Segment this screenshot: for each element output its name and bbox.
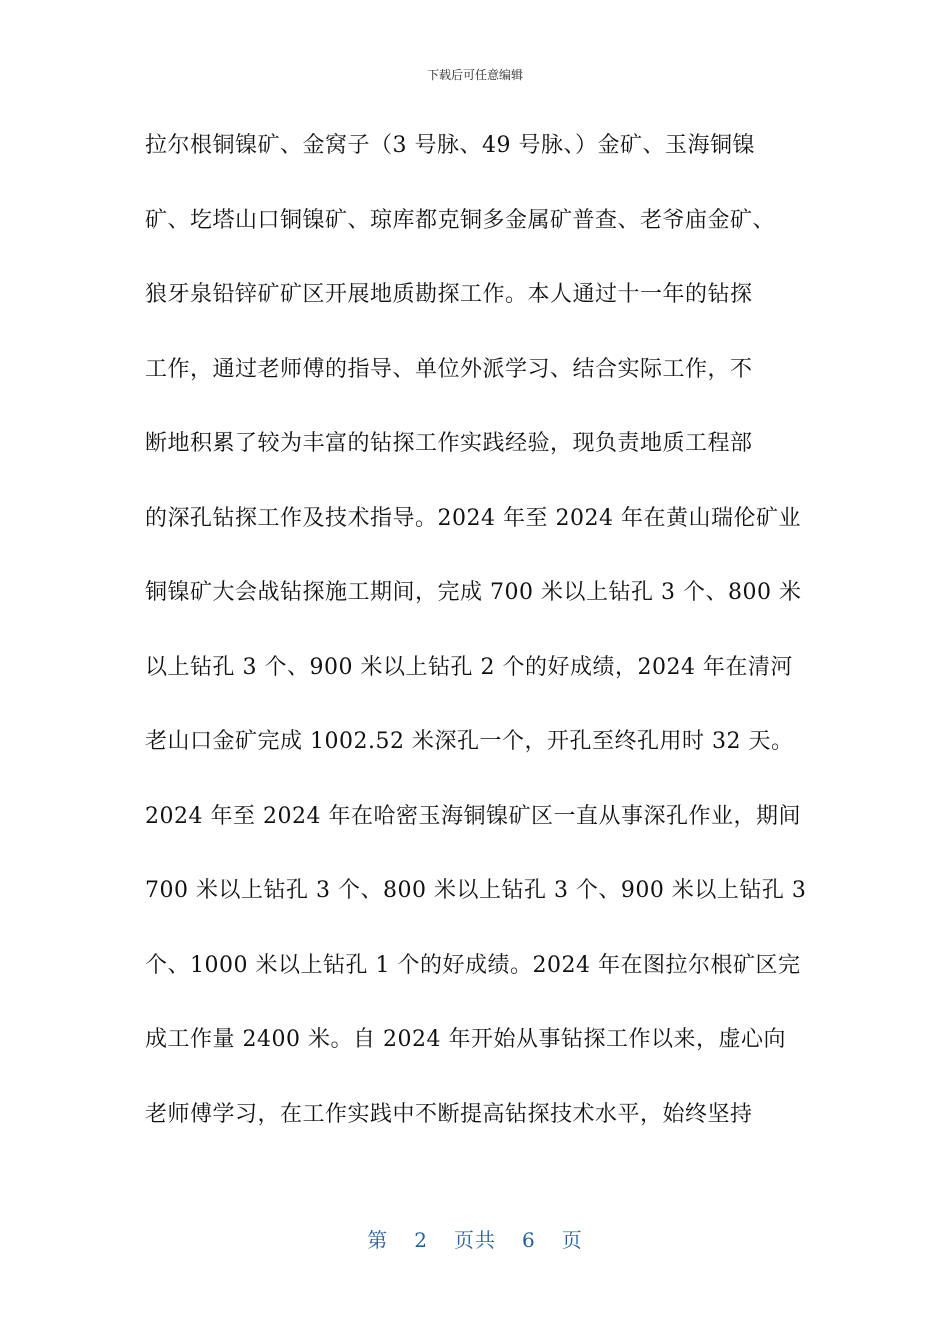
body-line: 断地积累了较为丰富的钻探工作实践经验，现负责地质工程部	[145, 431, 753, 456]
body-line: 2024 年至 2024 年在哈密玉海铜镍矿区一直从事深孔作业，期间	[145, 803, 801, 829]
body-line: 700 米以上钻孔 3 个、800 米以上钻孔 3 个、900 米以上钻孔 3	[145, 878, 807, 903]
body-line: 个、1000 米以上钻孔 1 个的好成绩。2024 年在图拉尔根矿区完	[145, 952, 801, 978]
body-line: 老山口金矿完成 1002.52 米深孔一个，开孔至终孔用时 32 天。	[145, 729, 794, 754]
body-line: 狼牙泉铅锌矿矿区开展地质勘探工作。本人通过十一年的钻探	[145, 282, 753, 307]
download-note: 下载后可任意编辑	[426, 68, 523, 82]
footer-middle: 页共	[454, 1228, 496, 1252]
footer-prefix: 第	[367, 1228, 389, 1252]
body-line: 的深孔钻探工作及技术指导。2024 年至 2024 年在黄山瑞伦矿业	[145, 505, 801, 531]
footer-suffix: 页	[561, 1228, 583, 1252]
body-line: 工作，通过老师傅的指导、单位外派学习、结合实际工作，不	[145, 356, 753, 382]
body-line: 矿、圪塔山口铜镍矿、琼库都克铜多金属矿普查、老爷庙金矿、	[145, 207, 776, 233]
body-line: 老师傅学习，在工作实践中不断提高钻探技术水平，始终坚持	[145, 1101, 753, 1127]
document-body	[145, 129, 815, 1172]
body-line: 拉尔根铜镍矿、金窝子（3 号脉、49 号脉、）金矿、玉海铜镍	[145, 133, 755, 158]
body-line: 以上钻孔 3 个、900 米以上钻孔 2 个的好成绩，2024 年在清河	[145, 654, 793, 680]
page-number-footer	[0, 1224, 950, 1253]
total-page-number: 6	[522, 1228, 536, 1252]
body-line: 铜镍矿大会战钻探施工期间，完成 700 米以上钻孔 3 个、800 米	[145, 580, 802, 605]
current-page-number: 2	[414, 1228, 428, 1252]
body-line: 成工作量 2400 米。自 2024 年开始从事钻探工作以来，虚心向	[145, 1027, 786, 1052]
